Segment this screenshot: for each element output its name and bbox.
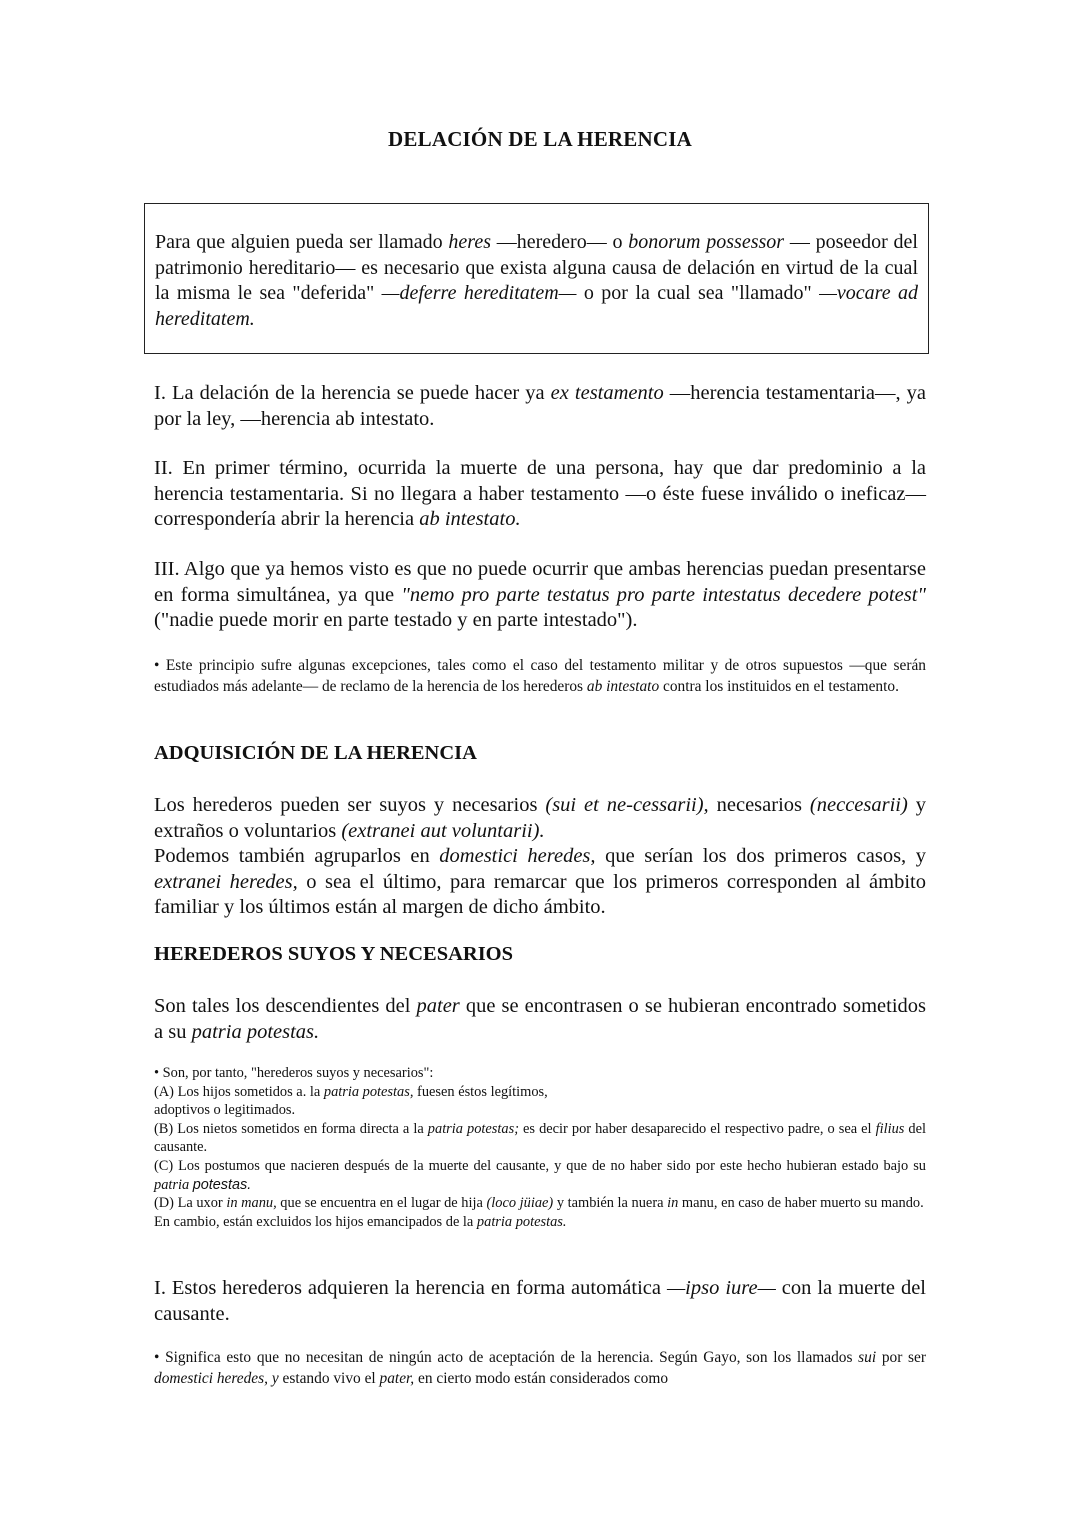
- text-run: o por la cual sea "llamado": [576, 282, 820, 304]
- text-run: que se encuentra en el lugar de hija: [276, 1195, 487, 1212]
- latin-term: —vocare ad hereditatem.: [155, 282, 918, 330]
- list-item-a-continued: adoptivos o legitimados.: [154, 1102, 296, 1119]
- paragraph-5: [154, 994, 926, 1045]
- latin-term: pater: [416, 995, 460, 1017]
- latin-term: patria potestas.: [476, 1213, 567, 1230]
- text-run: II. En primer término, ocurrida la muerte de una persona, hay que dar predominio a la herencia testamentaria. Si no llegara a haber testamento —o éste fuese inválido o ineficaz— correspondería abrir la herencia: [154, 457, 926, 530]
- latin-term: domestici heredes,: [439, 845, 596, 867]
- latin-term: bonorum possessor: [628, 231, 785, 253]
- page-title: DELACIÓN DE LA HERENCIA: [388, 127, 692, 151]
- paragraph-2: [154, 456, 926, 533]
- text-run: del causante.: [154, 1120, 927, 1156]
- latin-term: ex testamento: [550, 382, 664, 404]
- text-run: o sea el último, para remarcar que los primeros corresponden al ámbito familiar y los últimos están al margen de dicho ámbito.: [154, 870, 926, 918]
- latin-term: ab intestato.: [419, 508, 521, 530]
- paragraph-3: [154, 557, 926, 634]
- text-run: Son tales los descendientes del: [154, 995, 417, 1017]
- text-run: I. Estos herederos adquieren la herencia en forma automática: [154, 1277, 667, 1299]
- latin-term: pater,: [379, 1369, 415, 1387]
- latin-term: patria: [154, 1176, 190, 1193]
- latin-term: patria potestas;: [427, 1120, 519, 1137]
- latin-term: in manu,: [226, 1195, 277, 1212]
- text-run: y también la nuera: [553, 1195, 668, 1212]
- section-heading-herederos: HEREDEROS SUYOS Y NECESARIOS: [154, 943, 514, 965]
- text-run: manu, en caso de haber muerto su mando.: [678, 1195, 924, 1212]
- text-run: que se encontrasen o se hubieran encontrado sometidos a su: [154, 995, 926, 1043]
- text-run: y extraños o voluntarios: [154, 794, 927, 842]
- list-item-c: [154, 1157, 926, 1194]
- definition-box: [144, 203, 929, 354]
- list-exclusion: [154, 1213, 926, 1232]
- text-run: (B) Los nietos sometidos en forma directa a la: [154, 1120, 428, 1137]
- text-run: • Significa esto que no necesitan de ningún acto de aceptación de la herencia. Según Gayo, son los llamados: [154, 1349, 859, 1366]
- latin-term: patria potestas,: [323, 1083, 414, 1100]
- list-item-d: [154, 1194, 926, 1213]
- text-run: ("nadie puede morir en parte testado y en parte intestado").: [154, 609, 638, 631]
- text-run: Para que alguien pueda ser llamado: [155, 231, 449, 253]
- latin-term: (loco jüiae): [486, 1195, 554, 1212]
- note-2: [154, 1348, 926, 1389]
- latin-quote: "nemo pro parte testatus pro parte intestatus decedere potest": [401, 583, 926, 606]
- text-run: III. Algo que ya hemos visto es que no puede ocurrir que ambas herencias puedan presentarse en forma simultánea, ya que: [154, 558, 926, 606]
- text-run: necesarios: [708, 794, 810, 816]
- paragraph-1: [154, 381, 926, 432]
- text-run: fuesen éstos legítimos,: [413, 1083, 548, 1100]
- text-run: (D) La uxor: [154, 1195, 227, 1212]
- latin-term: heres: [448, 231, 491, 253]
- latin-term: potestas.: [192, 1176, 252, 1193]
- paragraph-6: [154, 1276, 926, 1327]
- latin-term: domestici heredes, y: [154, 1369, 279, 1387]
- latin-term: —ipso iure—: [666, 1277, 776, 1299]
- latin-term: (neccesarii): [809, 794, 908, 816]
- latin-term: patria potestas.: [191, 1020, 320, 1043]
- text-run: I. La delación de la herencia se puede hacer ya: [154, 382, 551, 404]
- paragraph-4: [154, 793, 926, 921]
- list-item-a: [154, 1083, 926, 1102]
- note-1: [154, 656, 926, 697]
- latin-term: filius: [875, 1120, 905, 1137]
- section-heading-adquisicion: ADQUISICIÓN DE LA HERENCIA: [154, 742, 477, 764]
- text-run: (C) Los postumos que nacieren después de la muerte del causante, y que de no haber sido por este hecho hubieran estado bajo su: [154, 1157, 926, 1174]
- text-run: • Este principio sufre algunas excepciones, tales como el caso del testamento militar y de otros supuestos —que serán estudiados más adelante— de reclamo de la herencia de los herederos: [154, 657, 926, 695]
- latin-term: sui: [858, 1349, 877, 1366]
- list-item-b: [154, 1120, 926, 1157]
- definition-text: [155, 230, 918, 332]
- latin-term: —deferre hereditatem—: [381, 282, 577, 304]
- text-run: con la muerte del causante.: [154, 1277, 927, 1325]
- text-run: por ser: [876, 1349, 926, 1366]
- text-run: Podemos también agruparlos en: [154, 845, 440, 867]
- list-intro: • Son, por tanto, "herederos suyos y necesarios":: [154, 1065, 434, 1081]
- text-run: contra los instituidos en el testamento.: [659, 677, 899, 695]
- text-run: Los herederos pueden ser suyos y necesarios: [154, 794, 546, 816]
- text-run: En cambio, están excluidos los hijos emancipados de la: [154, 1213, 477, 1230]
- latin-term: in: [667, 1195, 679, 1212]
- latin-term: (sui et ne-cessarii),: [545, 794, 709, 816]
- text-run: es decir por haber desaparecido el respectivo padre, o sea el: [519, 1120, 876, 1137]
- heirs-list: [154, 1064, 926, 1231]
- text-run: —heredero— o: [490, 231, 629, 253]
- text-run: —herencia testamentaria—, ya por la ley, —herencia ab intestato.: [154, 382, 927, 430]
- latin-term: (extranei aut voluntarii).: [341, 819, 545, 842]
- text-run: — poseedor del patrimonio hereditario— es necesario que exista alguna causa de delación en virtud de la cual la misma le sea "deferida": [155, 231, 918, 304]
- text-run: que serían los dos primeros casos, y: [595, 845, 926, 867]
- latin-term: extranei heredes,: [154, 870, 298, 893]
- text-run: (A) Los hijos sometidos a. la: [154, 1083, 324, 1100]
- text-run: en cierto modo están considerados como: [414, 1369, 669, 1387]
- latin-term: ab intestato: [586, 677, 660, 695]
- text-run: estando vivo el: [278, 1369, 380, 1387]
